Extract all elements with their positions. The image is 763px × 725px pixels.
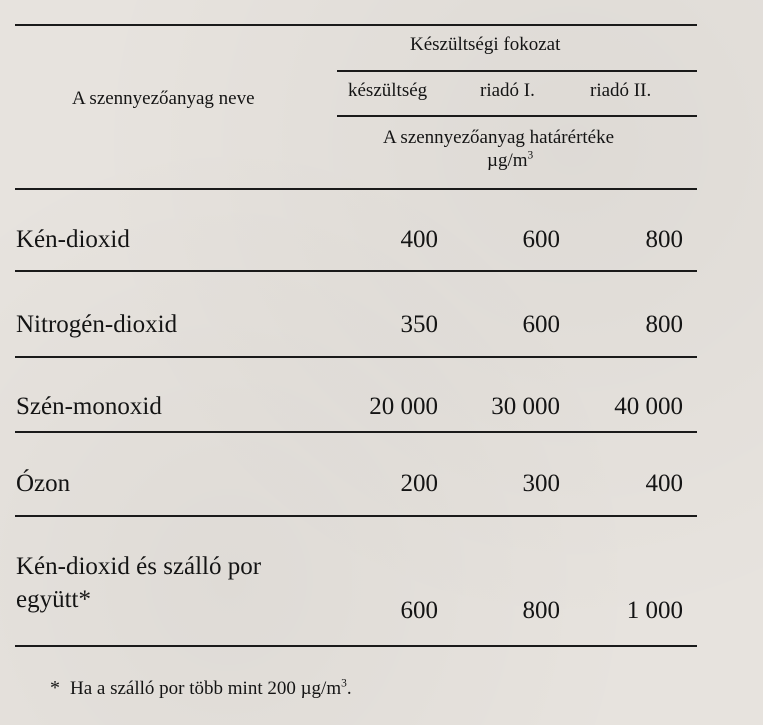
header-col-riado-1: riadó I. — [480, 80, 535, 101]
row-value-riado-2: 40 000 — [614, 393, 683, 420]
row-name-szen-monoxid: Szén-monoxid — [16, 393, 162, 420]
header-unit — [487, 150, 533, 172]
row-value-riado-2: 800 — [645, 226, 683, 253]
row-value-riado-2: 800 — [645, 311, 683, 338]
row-value-keszultseg: 600 — [400, 597, 438, 624]
row-name-nitrogen-dioxid: Nitrogén-dioxid — [16, 311, 178, 338]
header-col-keszultseg: készültség — [348, 80, 428, 101]
row-rule-4 — [15, 515, 697, 517]
row-value-keszultseg: 350 — [400, 311, 438, 338]
footnote — [50, 677, 352, 700]
header-col-riado-2: riadó II. — [590, 80, 652, 101]
group-header-rule — [337, 70, 697, 72]
row-value-riado-2: 1 000 — [626, 597, 683, 624]
header-limit-title: A szennyezőanyag határértéke — [383, 127, 615, 148]
header-group-title: Készültségi fokozat — [410, 34, 561, 55]
table-top-rule — [15, 24, 697, 26]
row-value-keszultseg: 200 — [400, 470, 438, 497]
row-name-ken-dioxid: Kén-dioxid — [16, 226, 130, 253]
footnote-text: Ha a szálló por több mint 200 µg/m — [70, 678, 342, 699]
row-value-riado-2: 400 — [645, 470, 683, 497]
header-pollutant-name: A szennyezőanyag neve — [72, 88, 255, 109]
row-rule-3 — [15, 431, 697, 433]
header-unit-base: µg/m — [487, 150, 528, 171]
footnote-marker: * — [50, 677, 60, 699]
row-name-ken-dioxid-es-szallo-por: Kén-dioxid és szálló por — [16, 553, 262, 580]
row-value-riado-1: 600 — [522, 311, 560, 338]
row-value-keszultseg: 400 — [400, 226, 438, 253]
row-value-riado-1: 600 — [522, 226, 560, 253]
footnote-exponent: 3 — [341, 677, 347, 690]
row-name-egyutt: együtt* — [16, 586, 91, 613]
row-rule-2 — [15, 356, 697, 358]
row-value-riado-1: 30 000 — [491, 393, 560, 420]
row-value-keszultseg: 20 000 — [369, 393, 438, 420]
header-unit-exponent: 3 — [527, 149, 534, 162]
table-bottom-rule — [15, 645, 697, 647]
footnote-end: . — [346, 678, 352, 699]
row-value-riado-1: 300 — [522, 470, 560, 497]
row-rule-1 — [15, 270, 697, 272]
header-bottom-rule — [15, 188, 697, 190]
row-name-ozon: Ózon — [16, 470, 71, 497]
row-value-riado-1: 800 — [522, 597, 560, 624]
subheader-rule — [337, 115, 697, 117]
